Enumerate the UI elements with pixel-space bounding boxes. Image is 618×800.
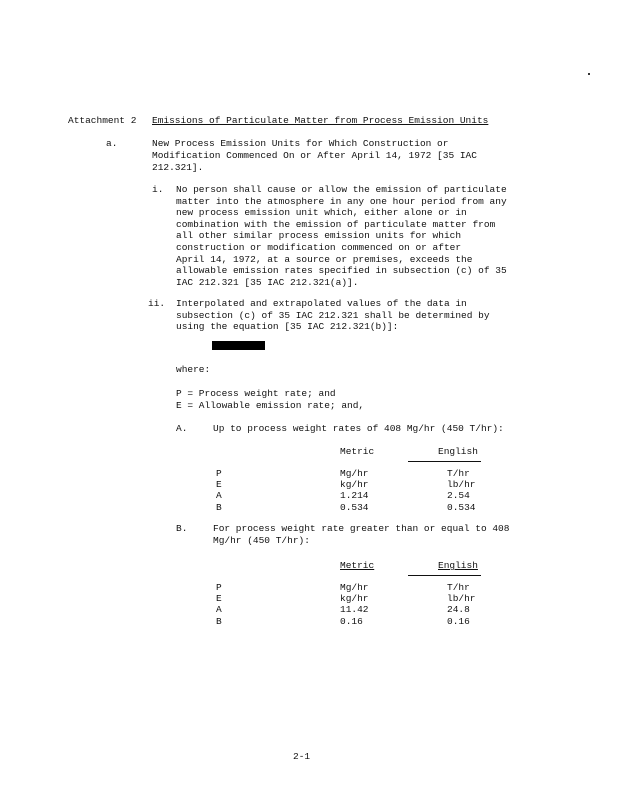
item-i-line: matter into the atmosphere in any one hour period from any bbox=[176, 195, 507, 207]
page-number: 2-1 bbox=[293, 751, 311, 762]
section-a-line-3: 212.321]. bbox=[152, 162, 204, 173]
item-i-line: No person shall cause or allow the emission of particulate bbox=[176, 184, 507, 195]
table-cell: kg/hr bbox=[340, 593, 369, 605]
section-a-line-2: Modification Commenced On or After April 14, 1972 [35 IAC bbox=[152, 150, 477, 161]
item-ii-paragraph bbox=[176, 298, 490, 333]
table-a-col-metric: Metric bbox=[340, 446, 375, 457]
table-cell: 11.42 bbox=[340, 604, 369, 616]
table-a-metric-values bbox=[340, 468, 369, 513]
item-ii-marker: ii. bbox=[148, 298, 166, 309]
table-cell: P bbox=[216, 582, 222, 593]
item-ii-line: Interpolated and extrapolated values of the data in bbox=[176, 298, 467, 309]
section-a-line-1: New Process Emission Units for Which Construction or bbox=[152, 138, 449, 149]
table-cell: T/hr bbox=[447, 468, 470, 479]
definition-p: P = Process weight rate; and bbox=[176, 388, 336, 399]
item-i-line: IAC 212.321 [35 IAC 212.321(a)]. bbox=[176, 276, 359, 288]
table-cell: B bbox=[216, 615, 222, 627]
table-cell: E bbox=[216, 593, 222, 605]
table-cell: lb/hr bbox=[447, 479, 476, 491]
table-b-heading-line-1: For process weight rate greater than or equal to 408 bbox=[213, 523, 510, 534]
item-i-paragraph bbox=[176, 184, 507, 288]
table-b-metric-values bbox=[340, 582, 369, 627]
table-cell: 0.534 bbox=[447, 501, 476, 513]
table-cell: 0.534 bbox=[340, 501, 369, 513]
table-cell: T/hr bbox=[447, 582, 470, 593]
item-i-marker: i. bbox=[152, 184, 164, 195]
table-cell: E bbox=[216, 479, 222, 491]
definition-e: E = Allowable emission rate; and, bbox=[176, 400, 365, 411]
table-cell: 2.54 bbox=[447, 490, 470, 502]
table-a-english-values bbox=[447, 468, 476, 513]
item-i-line: all other similar process emission units for which bbox=[176, 230, 462, 242]
attachment-label: Attachment 2 bbox=[68, 115, 137, 126]
table-a-marker: A. bbox=[176, 423, 188, 434]
item-i-line: allowable emission rates specified in subsection (c) of 35 bbox=[176, 265, 507, 277]
item-i-line: combination with the emission of particulate matter from bbox=[176, 218, 496, 230]
item-ii-line: subsection (c) of 35 IAC 212.321 shall be determined by bbox=[176, 309, 490, 321]
item-i-line: new process emission unit which, either alone or in bbox=[176, 207, 467, 219]
table-cell: Mg/hr bbox=[340, 582, 369, 593]
table-cell: 0.16 bbox=[447, 615, 470, 627]
table-b-marker: B. bbox=[176, 523, 188, 534]
table-cell: P bbox=[216, 468, 222, 479]
item-i-line: April 14, 1972, at a source or premises, exceeds the bbox=[176, 253, 473, 265]
page-title: Emissions of Particulate Matter from Process Emission Units bbox=[152, 115, 489, 126]
table-cell: Mg/hr bbox=[340, 468, 369, 479]
section-a-marker: a. bbox=[106, 138, 118, 149]
table-cell: 24.8 bbox=[447, 604, 470, 616]
equation-redaction bbox=[212, 341, 265, 350]
table-b-heading-line-2: Mg/hr (450 T/hr): bbox=[213, 535, 310, 546]
item-i-line: construction or modification commenced on or after bbox=[176, 241, 462, 253]
table-cell: kg/hr bbox=[340, 479, 369, 491]
table-a-header-rule bbox=[408, 461, 481, 462]
table-cell: A bbox=[216, 490, 222, 502]
table-cell: A bbox=[216, 604, 222, 616]
table-cell: 1.214 bbox=[340, 490, 369, 502]
table-b-header-rule bbox=[408, 575, 481, 576]
table-b-col-metric: Metric bbox=[340, 560, 375, 571]
where-label: where: bbox=[176, 364, 211, 375]
table-a-col-english: English bbox=[438, 446, 478, 457]
scan-speck bbox=[588, 73, 590, 75]
table-b-symbols bbox=[216, 582, 222, 627]
table-b-col-english: English bbox=[438, 560, 478, 571]
table-cell: B bbox=[216, 501, 222, 513]
table-b-english-values bbox=[447, 582, 476, 627]
table-a-heading: Up to process weight rates of 408 Mg/hr (450 T/hr): bbox=[213, 423, 504, 434]
item-ii-line: using the equation [35 IAC 212.321(b)]: bbox=[176, 321, 399, 333]
table-cell: lb/hr bbox=[447, 593, 476, 605]
table-a-symbols bbox=[216, 468, 222, 513]
table-cell: 0.16 bbox=[340, 615, 363, 627]
